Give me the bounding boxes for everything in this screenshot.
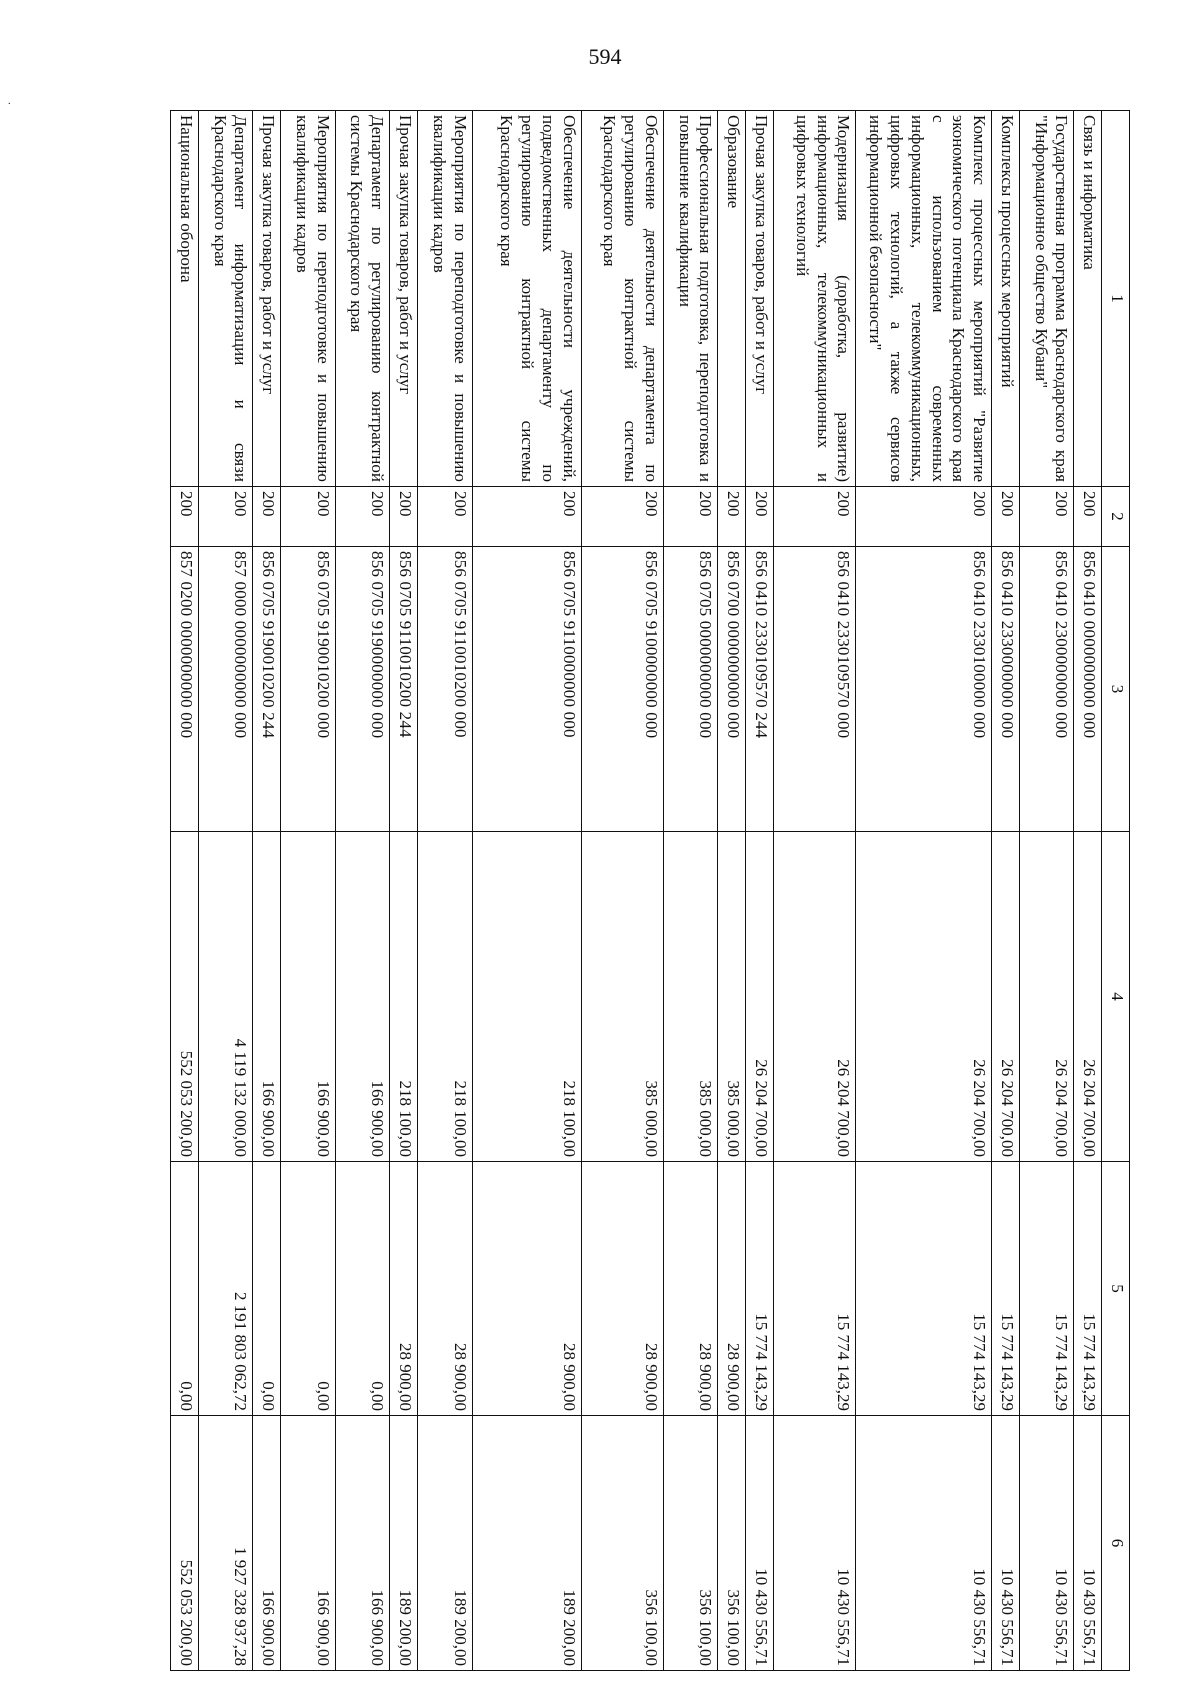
table-row <box>746 111 774 1671</box>
row-name-cell: Департамент по регулированию контрактной системы Краснодарского края <box>335 111 390 487</box>
row-col2-cell: 200 <box>718 487 746 547</box>
column-header: 1 <box>1102 111 1130 487</box>
row-col5-value: 15 774 143,29 <box>1074 1162 1102 1416</box>
table-row <box>198 111 253 1671</box>
table-row <box>335 111 390 1671</box>
row-col5-value: 15 774 143,29 <box>1019 1162 1074 1416</box>
row-name-cell: Комплекс процессных мероприятий "Развитие экономического потенциала Краснодарского края с использованием современных информационных, телекоммуникационных, цифровых технологий, а также сервисов информационной безопасности" <box>856 111 992 487</box>
row-col2-cell: 200 <box>746 487 774 547</box>
row-name-cell: Прочая закупка товаров, работ и услуг <box>390 111 418 487</box>
row-col5-value: 0,00 <box>171 1162 199 1416</box>
table-row <box>718 111 746 1671</box>
page-number: 594 <box>588 44 622 69</box>
row-code-cell: 856 0705 9110010200 000 <box>418 547 473 832</box>
row-col2-cell: 200 <box>472 487 581 547</box>
row-col2-cell: 200 <box>253 487 281 547</box>
row-col4-value: 385 000,00 <box>581 832 663 1162</box>
row-col4-value: 166 900,00 <box>253 832 281 1162</box>
row-col5-value: 0,00 <box>281 1162 336 1416</box>
row-col5-value: 0,00 <box>253 1162 281 1416</box>
row-name-cell: Образование <box>718 111 746 487</box>
rotated-budget-table-sheet <box>170 110 1130 1670</box>
row-col4-value: 26 204 700,00 <box>1074 832 1102 1162</box>
row-name-cell: Модернизация (доработка, развитие) информационных, телекоммуникационных и цифровых технологий <box>774 111 856 487</box>
table-row <box>1019 111 1074 1671</box>
table-row <box>390 111 418 1671</box>
row-col2-cell: 200 <box>418 487 473 547</box>
row-col4-value: 166 900,00 <box>335 832 390 1162</box>
budget-table-body <box>171 111 1130 1671</box>
row-col5-value: 15 774 143,29 <box>746 1162 774 1416</box>
row-col6-value: 356 100,00 <box>718 1416 746 1671</box>
row-col2-cell: 200 <box>1074 487 1102 547</box>
row-code-cell: 856 0410 2300000000 000 <box>1019 547 1074 832</box>
row-code-cell: 856 0705 9110000000 000 <box>472 547 581 832</box>
row-col2-cell: 200 <box>856 487 992 547</box>
row-col2-cell: 200 <box>171 487 199 547</box>
row-col5-value: 28 900,00 <box>418 1162 473 1416</box>
row-code-cell: 857 0000 0000000000 000 <box>198 547 253 832</box>
budget-table <box>170 110 1130 1671</box>
row-col5-value: 15 774 143,29 <box>774 1162 856 1416</box>
row-col4-value: 26 204 700,00 <box>1019 832 1074 1162</box>
row-col5-value: 15 774 143,29 <box>856 1162 992 1416</box>
row-col5-value: 28 900,00 <box>472 1162 581 1416</box>
row-name-cell: Департамент информатизации и связи Краснодарского края <box>198 111 253 487</box>
row-col5-value: 0,00 <box>335 1162 390 1416</box>
row-name-cell: Связь и информатика <box>1074 111 1102 487</box>
row-col6-value: 10 430 556,71 <box>992 1416 1020 1671</box>
row-name-cell: Прочая закупка товаров, работ и услуг <box>253 111 281 487</box>
row-col4-value: 385 000,00 <box>663 832 718 1162</box>
row-col6-value: 1 927 328 937,28 <box>198 1416 253 1671</box>
row-code-cell: 856 0410 2330109570 000 <box>774 547 856 832</box>
table-row <box>663 111 718 1671</box>
row-col2-cell: 200 <box>335 487 390 547</box>
row-col5-value: 28 900,00 <box>390 1162 418 1416</box>
table-row <box>418 111 473 1671</box>
row-code-cell: 856 0705 9190000000 000 <box>335 547 390 832</box>
table-row <box>171 111 199 1671</box>
row-col2-cell: 200 <box>198 487 253 547</box>
row-col4-value: 26 204 700,00 <box>992 832 1020 1162</box>
row-col5-value: 15 774 143,29 <box>992 1162 1020 1416</box>
row-name-cell: Обеспечение деятельности учреждений, подведомственных департаменту по регулированию контрактной системы Краснодарского края <box>472 111 581 487</box>
row-col5-value: 28 900,00 <box>718 1162 746 1416</box>
row-col6-value: 552 053 200,00 <box>171 1416 199 1671</box>
row-col2-cell: 200 <box>390 487 418 547</box>
row-col6-value: 10 430 556,71 <box>1019 1416 1074 1671</box>
row-name-cell: Профессиональная подготовка, переподготовка и повышение квалификации <box>663 111 718 487</box>
row-code-cell: 856 0705 9190010200 244 <box>253 547 281 832</box>
row-name-cell: Национальная оборона <box>171 111 199 487</box>
row-col2-cell: 200 <box>992 487 1020 547</box>
column-header: 3 <box>1102 547 1130 832</box>
row-col4-value: 166 900,00 <box>281 832 336 1162</box>
row-col4-value: 552 053 200,00 <box>171 832 199 1162</box>
row-col4-value: 385 000,00 <box>718 832 746 1162</box>
row-code-cell: 856 0705 9100000000 000 <box>581 547 663 832</box>
row-col6-value: 10 430 556,71 <box>1074 1416 1102 1671</box>
table-row <box>472 111 581 1671</box>
row-col6-value: 189 200,00 <box>418 1416 473 1671</box>
table-header-row <box>1102 111 1130 1671</box>
row-col4-value: 4 119 132 000,00 <box>198 832 253 1162</box>
row-code-cell: 857 0200 0000000000 000 <box>171 547 199 832</box>
table-row <box>581 111 663 1671</box>
margin-mark: . <box>8 96 11 107</box>
table-row <box>281 111 336 1671</box>
table-row <box>774 111 856 1671</box>
row-col5-value: 2 191 803 062,72 <box>198 1162 253 1416</box>
row-name-cell: Комплексы процессных мероприятий <box>992 111 1020 487</box>
column-header: 6 <box>1102 1416 1130 1671</box>
row-code-cell: 856 0410 2330100000 000 <box>856 547 992 832</box>
row-col4-value: 218 100,00 <box>472 832 581 1162</box>
row-col6-value: 10 430 556,71 <box>774 1416 856 1671</box>
row-col6-value: 356 100,00 <box>581 1416 663 1671</box>
table-row <box>856 111 992 1671</box>
table-row <box>992 111 1020 1671</box>
row-code-cell: 856 0705 9110010200 244 <box>390 547 418 832</box>
row-col4-value: 26 204 700,00 <box>856 832 992 1162</box>
row-code-cell: 856 0410 0000000000 000 <box>1074 547 1102 832</box>
row-col2-cell: 200 <box>281 487 336 547</box>
row-col6-value: 10 430 556,71 <box>856 1416 992 1671</box>
row-code-cell: 856 0700 0000000000 000 <box>718 547 746 832</box>
row-col5-value: 28 900,00 <box>663 1162 718 1416</box>
row-name-cell: Прочая закупка товаров, работ и услуг <box>746 111 774 487</box>
row-col6-value: 189 200,00 <box>472 1416 581 1671</box>
row-name-cell: Государственная программа Краснодарского края "Информационное общество Кубани" <box>1019 111 1074 487</box>
row-code-cell: 856 0410 2330109570 244 <box>746 547 774 832</box>
row-col2-cell: 200 <box>774 487 856 547</box>
row-name-cell: Обеспечение деятельности департамента по регулированию контрактной системы Краснодарского края <box>581 111 663 487</box>
row-name-cell: Мероприятия по переподготовке и повышению квалификации кадров <box>418 111 473 487</box>
row-col4-value: 26 204 700,00 <box>774 832 856 1162</box>
row-col6-value: 189 200,00 <box>390 1416 418 1671</box>
row-col4-value: 26 204 700,00 <box>746 832 774 1162</box>
row-col6-value: 166 900,00 <box>335 1416 390 1671</box>
row-col6-value: 10 430 556,71 <box>746 1416 774 1671</box>
row-col2-cell: 200 <box>1019 487 1074 547</box>
row-code-cell: 856 0705 0000000000 000 <box>663 547 718 832</box>
row-code-cell: 856 0410 2330000000 000 <box>992 547 1020 832</box>
column-header: 2 <box>1102 487 1130 547</box>
row-col2-cell: 200 <box>581 487 663 547</box>
row-col4-value: 218 100,00 <box>390 832 418 1162</box>
table-row <box>1074 111 1102 1671</box>
row-col5-value: 28 900,00 <box>581 1162 663 1416</box>
row-name-cell: Мероприятия по переподготовке и повышению квалификации кадров <box>281 111 336 487</box>
row-code-cell: 856 0705 9190010200 000 <box>281 547 336 832</box>
column-header: 4 <box>1102 832 1130 1162</box>
row-col2-cell: 200 <box>663 487 718 547</box>
table-row <box>253 111 281 1671</box>
row-col4-value: 218 100,00 <box>418 832 473 1162</box>
row-col6-value: 166 900,00 <box>281 1416 336 1671</box>
row-col6-value: 166 900,00 <box>253 1416 281 1671</box>
row-col6-value: 356 100,00 <box>663 1416 718 1671</box>
column-header: 5 <box>1102 1162 1130 1416</box>
